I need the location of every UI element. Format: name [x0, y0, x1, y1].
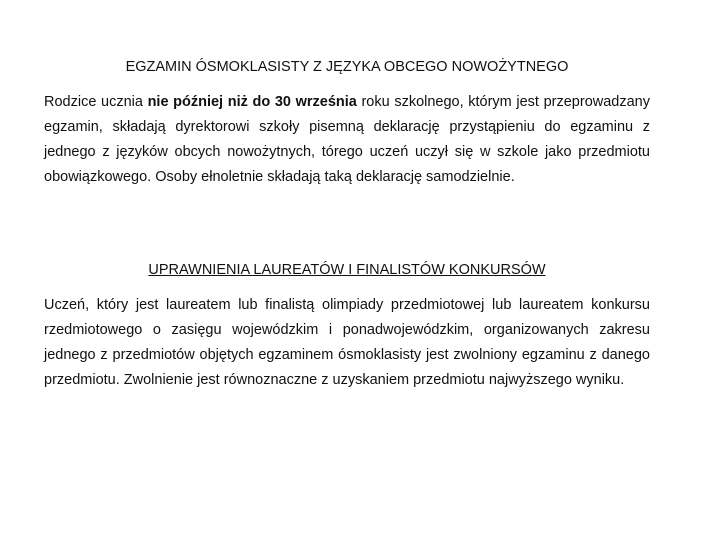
deadline-bold-text: nie później niż do 30 września: [147, 94, 357, 110]
paragraph-laureates: Uczeń, który jest laureatem lub finalistą olimpiady przedmiotowej lub laureatem konkursu rzedmiotowego o zasięgu wojewódzkim i ponadwojewódzkim, organizowanych zakresu jednego z przedmiotów objętych egzaminem ósmoklasisty jest zwolniony egzaminu z danego przedmiotu. Zwolnienie jest równoznaczne z uzyskaniem przedmiotu najwyższego wyniku.: [44, 297, 650, 388]
section-heading-laureates: UPRAWNIENIA LAUREATÓW I FINALISTÓW KONKURSÓW: [148, 262, 546, 278]
paragraph-declaration-start: Rodzice ucznia: [44, 94, 148, 110]
paragraph-declaration: [44, 90, 650, 190]
paragraph-declaration-rest: roku szkolnego, którym jest przeprowadzany egzamin, składają dyrektorowi szkoły pisemną deklarację przystąpieniu do egzaminu z jednego z języków obcych nowożytnych, tórego uczeń uczył się w szkole jako przedmiotu obowiązkowego. Osoby ełnoletnie składają taką deklarację samodzielnie.: [44, 94, 650, 185]
section-heading-exam: EGZAMIN ÓSMOKLASISTY Z JĘZYKA OBCEGO NOWOŻYTNEGO: [125, 59, 569, 75]
